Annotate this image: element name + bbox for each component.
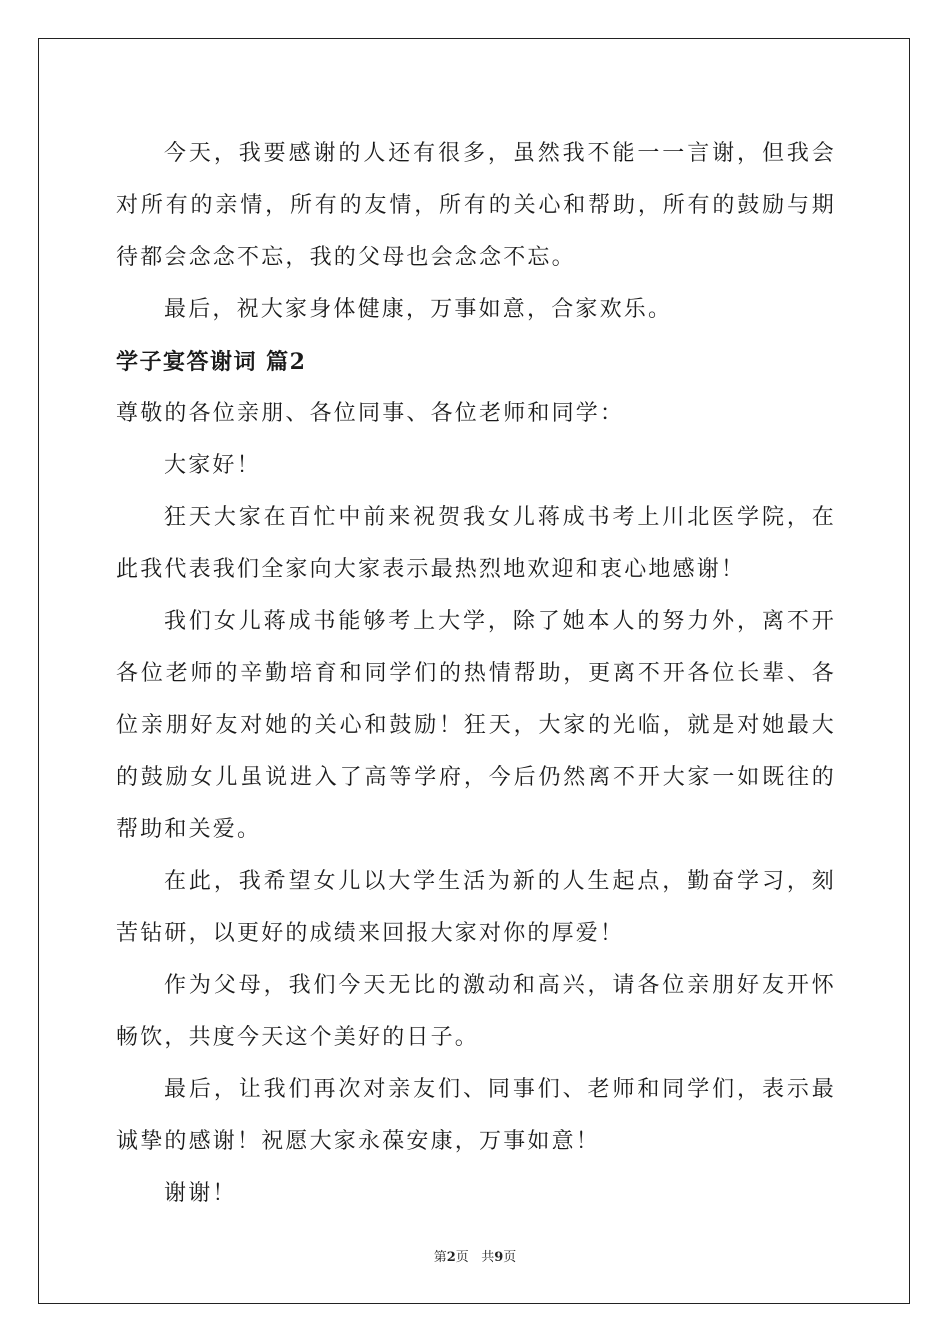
paragraph: 今天，我要感谢的人还有很多，虽然我不能一一言谢，但我会对所有的亲情，所有的友情，所有的关心和帮助，所有的鼓励与期待都会念念不忘，我的父母也会念念不忘。 [116, 141, 836, 270]
paragraph: 谢谢！ [164, 1181, 237, 1206]
paragraph: 最后，让我们再次对亲友们、同事们、老师和同学们，表示最诚挚的感谢！祝愿大家永葆安康，万事如意！ [116, 1077, 836, 1154]
footer-prefix: 第 [433, 1250, 447, 1265]
paragraph: 最后，祝大家身体健康，万事如意，合家欢乐。 [164, 297, 673, 322]
salutation: 尊敬的各位亲朋、各位同事、各位老师和同学： [116, 401, 625, 426]
paragraph: 在此，我希望女儿以大学生活为新的人生起点，勤奋学习，刻苦钻研，以更好的成绩来回报大家对你的厚爱！ [116, 869, 836, 946]
current-page-number: 2 [446, 1250, 456, 1265]
paragraph: 大家好！ [164, 453, 261, 478]
footer-page-word: 页 [455, 1250, 469, 1265]
paragraph: 我们女儿蒋成书能够考上大学，除了她本人的努力外，离不开各位老师的辛勤培育和同学们的热情帮助，更离不开各位长辈、各位亲朋好友对她的关心和鼓励！狂天，大家的光临，就是对她最大的鼓励女儿虽说进入了高等学府，今后仍然离不开大家一如既往的帮助和关爱。 [116, 609, 836, 842]
page-footer [0, 1246, 950, 1265]
document-body [116, 128, 836, 1220]
paragraph: 狂天大家在百忙中前来祝贺我女儿蒋成书考上川北医学院，在此我代表我们全家向大家表示最热烈地欢迎和衷心地感谢！ [116, 505, 836, 582]
footer-total-word: 页 [503, 1250, 517, 1265]
section-title: 学子宴答谢词 篇2 [116, 349, 307, 375]
total-page-count: 9 [494, 1250, 504, 1265]
footer-total-prefix: 共 [481, 1250, 495, 1265]
paragraph: 作为父母，我们今天无比的激动和高兴，请各位亲朋好友开怀畅饮，共度今天这个美好的日子。 [116, 973, 836, 1050]
